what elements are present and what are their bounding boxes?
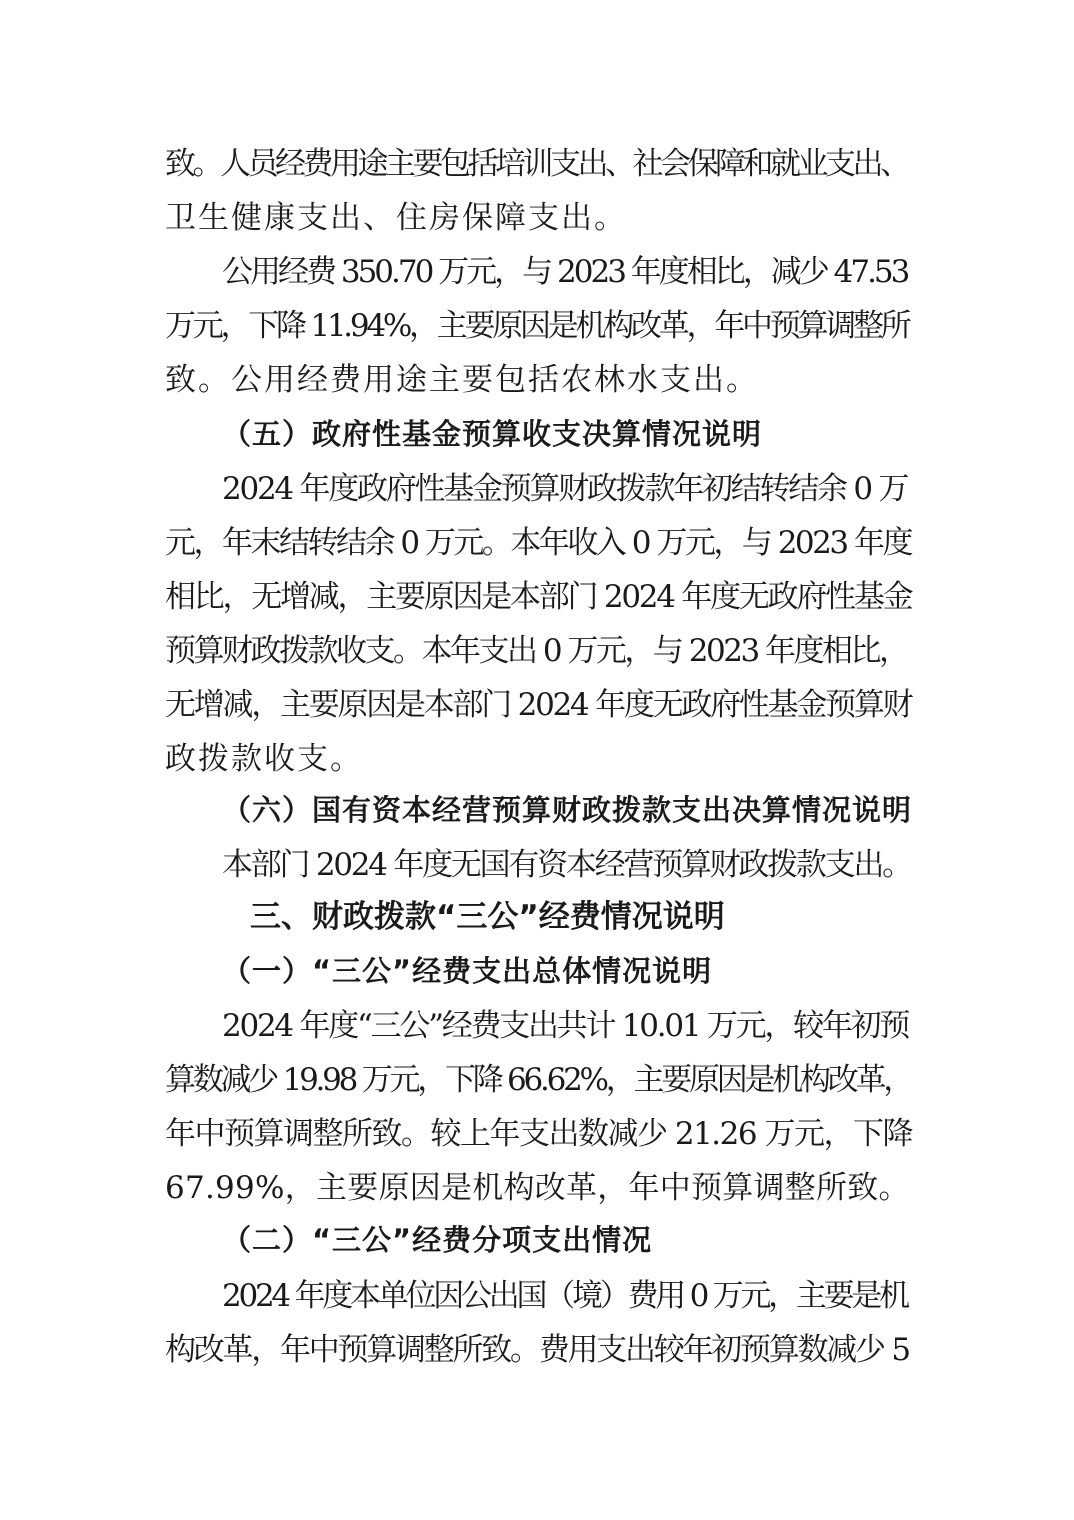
paragraph-line: 2024 年度政府性基金预算财政拨款年初结转结余 0 万 <box>222 471 908 507</box>
paragraph-line: 卫生健康支出、住房保障支出。 <box>165 200 627 236</box>
paragraph-line: 2024 年度本单位因公出国（境）费用 0 万元，主要是机 <box>222 1278 907 1314</box>
paragraph-line: 万元，下降 11.94%，主要原因是机构改革，年中预算调整所 <box>165 308 909 344</box>
subsection-heading: （五）政府性基金预算收支决算情况说明 <box>222 417 763 451</box>
subsection-heading: （六）国有资本经营预算财政拨款支出决算情况说明 <box>222 793 913 827</box>
paragraph-line: 元，年末结转结余 0 万元。本年收入 0 万元，与 2023 年度 <box>165 525 911 561</box>
paragraph-line: 算数减少 19.98 万元，下降 66.62%，主要原因是机构改革， <box>165 1062 912 1098</box>
paragraph-line: 构改革，年中预算调整所致。费用支出较年初预算数减少 5 <box>165 1332 909 1368</box>
paragraph-line: 预算财政拨款收支。本年支出 0 万元，与 2023 年度相比， <box>165 633 908 669</box>
subsection-heading: （一）“三公”经费支出总体情况说明 <box>222 954 713 988</box>
paragraph-line: 2024 年度“三公”经费支出共计 10.01 万元，较年初预 <box>222 1008 909 1044</box>
section-heading: 三、财政拨款“三公”经费情况说明 <box>250 899 725 935</box>
paragraph-line: 公用经费 350.70 万元，与 2023 年度相比，减少 47.53 <box>222 254 908 290</box>
paragraph-line: 致。公用经费用途主要包括农林水支出。 <box>165 362 759 398</box>
paragraph-line: 相比，无增减，主要原因是本部门 2024 年度无政府性基金 <box>165 579 912 615</box>
paragraph-line: 无增减，主要原因是本部门 2024 年度无政府性基金预算财 <box>165 687 912 723</box>
subsection-heading: （二）“三公”经费分项支出情况 <box>222 1223 653 1257</box>
paragraph-line: 致。人员经费用途主要包括培训支出、社会保障和就业支出、 <box>165 146 908 182</box>
paragraph-line: 年中预算调整所致。较上年支出数减少 21.26 万元，下降 <box>165 1116 912 1152</box>
paragraph-line: 67.99%，主要原因是机构改革，年中预算调整所致。 <box>165 1170 910 1206</box>
paragraph-line: 本部门 2024 年度无国有资本经营预算财政拨款支出。 <box>222 847 911 883</box>
paragraph-line: 政拨款收支。 <box>165 741 363 777</box>
